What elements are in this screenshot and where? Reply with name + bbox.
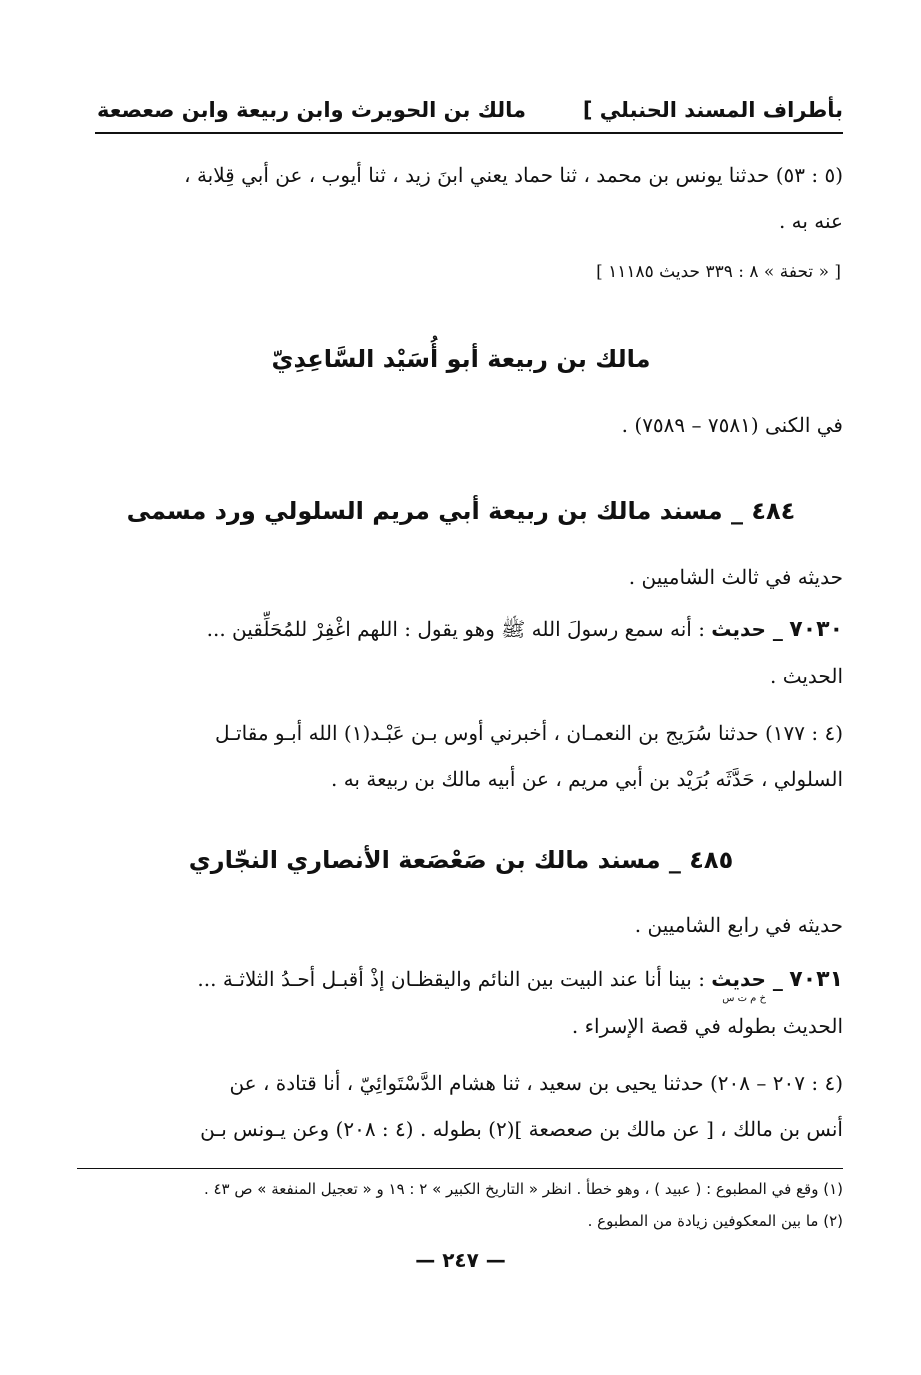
- hadith-label: _ حديث: [711, 617, 783, 641]
- hadith-7030: [77, 606, 843, 699]
- running-header: [95, 92, 843, 134]
- isnad-line: (٤ : ١٧٧) حدثنا سُرَيج بن النعمـان ، أخبرني أوس بـن عَبْـد(١) الله أبـو مقاتـل: [215, 721, 843, 745]
- isnad-block-1: [77, 152, 843, 244]
- hadith-number: ٧٠٣٠: [789, 617, 843, 642]
- footnote: (١) وقع في المطبوع : ( عبيد ) ، وهو خطأ . انظر « التاريخ الكبير » ٢ : ١٩ و « تعجيل المنفعة » ص ٤٣ .: [203, 1180, 843, 1198]
- hadith-line: الحديث .: [770, 664, 843, 688]
- hadith-line: الحديث بطوله في قصة الإسراء .: [571, 1014, 843, 1038]
- section-484-location: [77, 554, 843, 600]
- location-line: حديثه في رابع الشاميين .: [634, 913, 843, 937]
- isnad-line: أنس بن مالك ، [ عن مالك بن صعصعة ](٢) بطوله . (٤ : ٢٠٨) وعن يـونس بـن: [200, 1117, 843, 1141]
- header-chapter-title: مالك بن الحويرث وابن ربيعة وابن صعصعة: [97, 98, 527, 122]
- section-485-location: [77, 902, 843, 948]
- header-book-title: بأطراف المسند الحنبلي ]: [582, 98, 843, 122]
- isnad-block-484: [77, 710, 843, 802]
- isnad-line: (٥ : ٥٣) حدثنا يونس بن محمد ، ثنا حماد يعني ابنَ زيد ، ثنا أيوب ، عن أبي قِلابة ،: [184, 163, 843, 187]
- kuna-line: في الكنى (٧٥٨١ – ٧٥٨٩) .: [621, 413, 843, 437]
- kuna-note: [77, 402, 843, 448]
- isnad-line: (٤ : ٢٠٧ – ٢٠٨) حدثنا يحيى بن سعيد ، ثنا هشام الدَّسْتَوائِيّ ، أنا قتادة ، عن: [229, 1071, 843, 1095]
- footnotes: [77, 1168, 843, 1237]
- hadith-line: [77, 606, 843, 653]
- footnote: (٢) ما بين المعكوفين زيادة من المطبوع .: [587, 1212, 843, 1230]
- hadith-text: : أنه سمع رسولَ الله ﷺ وهو يقول : اللهم اغْفِرْ للمُحَلِّقين ...: [206, 617, 705, 641]
- hadith-label: _ حديث: [711, 967, 783, 991]
- isnad-line: السلولي ، حَدَّثَه بُرَيْد بن أبي مريم ، عن أبيه مالك بن ربيعة به .: [330, 767, 843, 791]
- hadith-text: : بينا أنا عند البيت بين النائم واليقظـان إذْ أقبـل أحـدُ الثلاثـة ...: [197, 967, 705, 991]
- section-484-title: ٤٨٤ _ مسند مالك بن ربيعة أبي مريم السلولي ورد مسمى: [126, 497, 796, 525]
- isnad-line: عنه به .: [778, 209, 843, 233]
- tuhfa-reference: [ « تحفة » ٨ : ٣٣٩ حديث ١١١٨٥ ]: [596, 262, 841, 282]
- source-sigla: خ م ت س: [722, 993, 766, 1004]
- section-485-title: ٤٨٥ _ مسند مالك بن صَعْصَعة الأنصاري النجّاري: [188, 846, 734, 874]
- person-title: مالك بن ربيعة أبو أُسَيْد السَّاعِدِيّ: [271, 345, 651, 373]
- page-number: — ٢٤٧ —: [415, 1248, 506, 1272]
- isnad-block-485: [77, 1060, 843, 1152]
- location-line: حديثه في ثالث الشاميين .: [628, 565, 843, 589]
- hadith-number: ٧٠٣١: [789, 967, 843, 992]
